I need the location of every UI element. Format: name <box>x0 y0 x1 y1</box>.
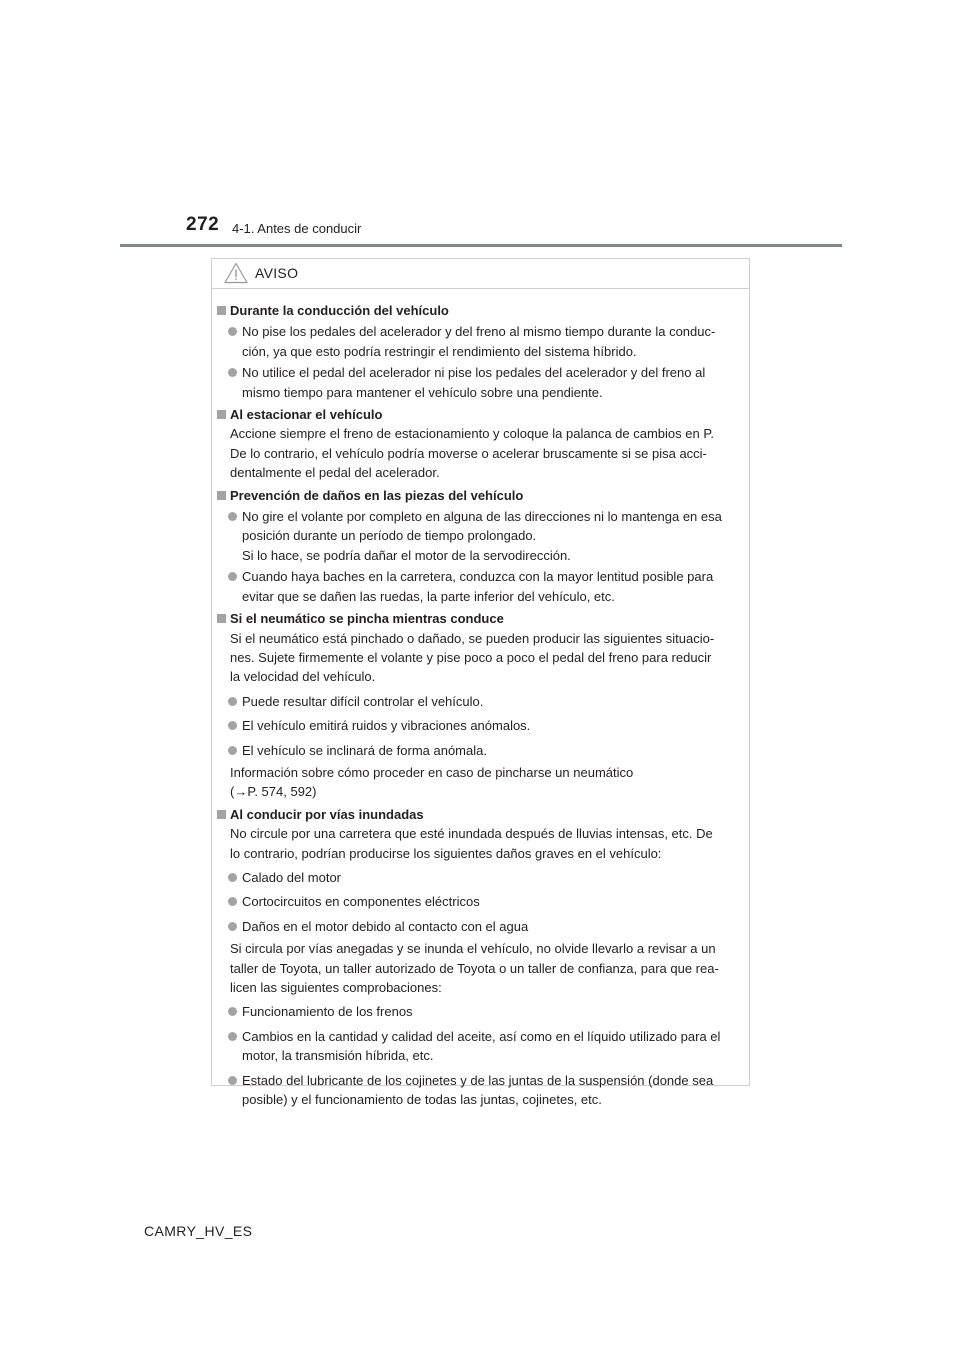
paragraph: Si circula por vías anegadas y se inunda el vehículo, no olvide llevarlo a revisar a un taller de Toyota, un taller autorizado de Toyota o un taller de confianza, para que rea- licen las siguientes comprobaciones: <box>230 941 719 995</box>
warning-triangle-icon <box>224 262 248 284</box>
list-item: Cortocircuitos en componentes eléctricos <box>212 892 743 911</box>
model-code: CAMRY_HV_ES <box>144 1223 253 1239</box>
list-item: Cambios en la cantidad y calidad del aceite, así como en el líquido utilizado para el motor, la transmisión híbrida, etc. <box>212 1027 743 1066</box>
list-item: Puede resultar difícil controlar el vehículo. <box>212 692 743 711</box>
square-bullet-icon <box>217 614 226 623</box>
list-item: Calado del motor <box>212 868 743 887</box>
round-bullet-icon <box>228 327 237 336</box>
round-bullet-icon <box>228 368 237 377</box>
round-bullet-icon <box>228 922 237 931</box>
square-bullet-icon <box>217 491 226 500</box>
section-damage-prevention <box>212 486 743 606</box>
list-item: Cuando haya baches en la carretera, conduzca con la mayor lentitud posible para evitar que se dañen las ruedas, la parte inferior del vehículo, etc. <box>212 567 743 606</box>
round-bullet-icon <box>228 1076 237 1085</box>
paragraph: Información sobre cómo proceder en caso de pincharse un neumático (→P. 574, 592) <box>230 764 634 800</box>
list-item: No pise los pedales del acelerador y del freno al mismo tiempo durante la conduc- ción, ya que esto podría restringir el rendimiento del sistema híbrido. <box>212 322 743 361</box>
section-heading: Prevención de daños en las piezas del vehículo <box>212 486 743 505</box>
section-driving <box>212 301 743 402</box>
list-item: Estado del lubricante de los cojinetes y de las juntas de la suspensión (donde sea posible) y el funcionamiento de todas las juntas, cojinetes, etc. <box>212 1071 743 1110</box>
section-heading: Durante la conducción del vehículo <box>212 301 743 320</box>
round-bullet-icon <box>228 746 237 755</box>
round-bullet-icon <box>228 897 237 906</box>
square-bullet-icon <box>217 410 226 419</box>
paragraph: Accione siempre el freno de estacionamiento y coloque la palanca de cambios en P. De lo contrario, el vehículo podría moverse o acelerar bruscamente si se pisa acci- dentalmente el pedal del acelerador. <box>230 426 714 481</box>
list-item: Funcionamiento de los frenos <box>212 1002 743 1021</box>
list-item: Daños en el motor debido al contacto con el agua <box>212 917 743 936</box>
round-bullet-icon <box>228 1007 237 1016</box>
warning-body <box>212 289 749 1109</box>
list-item: El vehículo emitirá ruidos y vibraciones anómalos. <box>212 716 743 735</box>
header-rule <box>120 244 842 247</box>
square-bullet-icon <box>217 306 226 315</box>
list-item: No gire el volante por completo en alguna de las direcciones ni lo mantenga en esa posición durante un período de tiempo prolongado. Si lo hace, se podría dañar el motor de la servodirección. <box>212 507 743 565</box>
section-heading: Al estacionar el vehículo <box>212 405 743 424</box>
round-bullet-icon <box>228 873 237 882</box>
section-flat-tire <box>212 609 743 802</box>
section-heading: Al conducir por vías inundadas <box>212 805 743 824</box>
paragraph: Si el neumático está pinchado o dañado, se pueden producir las siguientes situacio- nes. Sujete firmemente el volante y pise poco a poco el pedal del freno para reducir la velocidad del vehículo. <box>230 630 715 685</box>
warning-header <box>212 259 749 289</box>
page-number: 272 <box>186 214 220 235</box>
warning-box <box>211 258 750 1108</box>
list-item: No utilice el pedal del acelerador ni pise los pedales del acelerador y del freno al mismo tiempo para mantener el vehículo sobre una pendiente. <box>212 363 743 402</box>
paragraph: No circule por una carretera que esté inundada después de lluvias intensas, etc. De lo contrario, podrían producirse los siguientes daños graves en el vehículo: <box>230 826 713 861</box>
section-heading: Si el neumático se pincha mientras conduce <box>212 609 743 628</box>
square-bullet-icon <box>217 810 226 819</box>
round-bullet-icon <box>228 1032 237 1041</box>
section-title: 4-1. Antes de conducir <box>232 221 362 236</box>
round-bullet-icon <box>228 721 237 730</box>
list-item: El vehículo se inclinará de forma anómala. <box>212 741 743 760</box>
round-bullet-icon <box>228 512 237 521</box>
section-flooded-roads <box>212 805 743 1110</box>
warning-label: AVISO <box>255 265 299 281</box>
round-bullet-icon <box>228 572 237 581</box>
section-parking <box>212 405 743 483</box>
round-bullet-icon <box>228 697 237 706</box>
